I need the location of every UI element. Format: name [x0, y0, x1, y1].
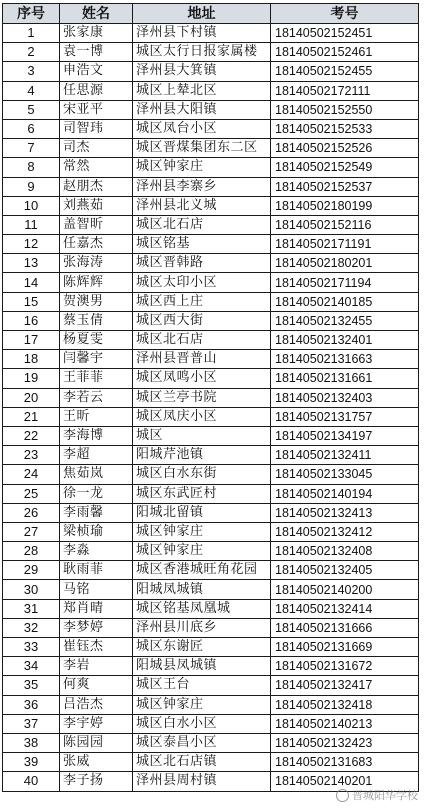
- cell-index: 10: [3, 196, 60, 215]
- cell-exam-number: 18140502134197: [271, 426, 419, 445]
- table-row: [3, 676, 419, 695]
- cell-address: 城区铭基凤凰城: [133, 599, 271, 618]
- cell-index: 11: [3, 215, 60, 234]
- cell-address: 城区太印小区: [133, 273, 271, 292]
- cell-exam-number: 18140502140213: [271, 714, 419, 733]
- cell-name: 李超: [60, 446, 133, 465]
- cell-index: 29: [3, 561, 60, 580]
- cell-name: 贺澳男: [60, 292, 133, 311]
- cell-index: 3: [3, 62, 60, 81]
- cell-address: 阳城北留镇: [133, 503, 271, 522]
- cell-exam-number: 18140502131757: [271, 407, 419, 426]
- cell-index: 23: [3, 446, 60, 465]
- cell-address: 城区东谢匠: [133, 638, 271, 657]
- cell-index: 13: [3, 254, 60, 273]
- cell-exam-number: 18140502152116: [271, 215, 419, 234]
- cell-address: 城区钟家庄: [133, 522, 271, 541]
- cell-exam-number: 18140502132411: [271, 446, 419, 465]
- table-row: [3, 407, 419, 426]
- cell-address: 泽州县晋普山: [133, 350, 271, 369]
- cell-index: 40: [3, 772, 60, 791]
- cell-address: 城区北石店: [133, 215, 271, 234]
- cell-name: 司智玮: [60, 119, 133, 138]
- cell-exam-number: 18140502133045: [271, 465, 419, 484]
- cell-address: 城区西大街: [133, 311, 271, 330]
- cell-name: 陈辉辉: [60, 273, 133, 292]
- cell-index: 6: [3, 119, 60, 138]
- cell-index: 34: [3, 657, 60, 676]
- cell-index: 37: [3, 714, 60, 733]
- cell-index: 21: [3, 407, 60, 426]
- cell-exam-number: 18140502132401: [271, 331, 419, 350]
- cell-exam-number: 18140502172111: [271, 81, 419, 100]
- cell-address: 城区西上庄: [133, 292, 271, 311]
- cell-index: 16: [3, 311, 60, 330]
- cell-address: 城区铭基: [133, 235, 271, 254]
- cell-address: 城区钟家庄: [133, 158, 271, 177]
- cell-address: 城区凤鸣小区: [133, 369, 271, 388]
- cell-name: 耿雨菲: [60, 561, 133, 580]
- cell-name: 常然: [60, 158, 133, 177]
- table-row: [3, 638, 419, 657]
- table-row: [3, 196, 419, 215]
- cell-name: 陈园园: [60, 733, 133, 752]
- cell-exam-number: 18140502140200: [271, 580, 419, 599]
- table-row: [3, 100, 419, 119]
- cell-name: 李海博: [60, 426, 133, 445]
- cell-exam-number: 18140502180199: [271, 196, 419, 215]
- cell-name: 焦茹岚: [60, 465, 133, 484]
- cell-exam-number: 18140502132405: [271, 561, 419, 580]
- cell-address: 阳城县凤城镇: [133, 657, 271, 676]
- table-row: [3, 235, 419, 254]
- cell-index: 30: [3, 580, 60, 599]
- cell-name: 张家康: [60, 24, 133, 43]
- cell-name: 司杰: [60, 139, 133, 158]
- table-row: [3, 350, 419, 369]
- table-row: [3, 81, 419, 100]
- cell-name: 李梦婷: [60, 618, 133, 637]
- student-roster-sheet: [2, 3, 418, 792]
- cell-address: 城区钟家庄: [133, 695, 271, 714]
- cell-name: 张威: [60, 753, 133, 772]
- cell-exam-number: 18140502152549: [271, 158, 419, 177]
- table-row: [3, 522, 419, 541]
- cell-index: 9: [3, 177, 60, 196]
- cell-address: 城区晋煤集团东二区: [133, 139, 271, 158]
- cell-exam-number: 18140502152451: [271, 24, 419, 43]
- cell-exam-number: 18140502131672: [271, 657, 419, 676]
- cell-address: 城区上辇北区: [133, 81, 271, 100]
- cell-index: 22: [3, 426, 60, 445]
- cell-name: 王昕: [60, 407, 133, 426]
- table-row: [3, 618, 419, 637]
- table-row: [3, 331, 419, 350]
- cell-exam-number: 18140502171194: [271, 273, 419, 292]
- cell-index: 32: [3, 618, 60, 637]
- cell-index: 19: [3, 369, 60, 388]
- table-row: [3, 177, 419, 196]
- cell-index: 39: [3, 753, 60, 772]
- table-row: [3, 158, 419, 177]
- cell-exam-number: 18140502131669: [271, 638, 419, 657]
- cell-address: 城区北石店: [133, 331, 271, 350]
- cell-address: 泽州县大阳镇: [133, 100, 271, 119]
- cell-exam-number: 18140502131663: [271, 350, 419, 369]
- table-row: [3, 503, 419, 522]
- table-row: [3, 580, 419, 599]
- cell-address: 城区香港城旺角花园: [133, 561, 271, 580]
- cell-address: 泽州县下村镇: [133, 24, 271, 43]
- cell-address: 城区钟家庄: [133, 542, 271, 561]
- cell-address: 阳城芹池镇: [133, 446, 271, 465]
- cell-address: 城区: [133, 426, 271, 445]
- cell-index: 36: [3, 695, 60, 714]
- table-row: [3, 561, 419, 580]
- cell-name: 张海涛: [60, 254, 133, 273]
- cell-name: 袁一博: [60, 43, 133, 62]
- table-row: [3, 43, 419, 62]
- cell-index: 17: [3, 331, 60, 350]
- cell-index: 26: [3, 503, 60, 522]
- header-index: 序号: [3, 4, 60, 24]
- cell-index: 2: [3, 43, 60, 62]
- table-row: [3, 215, 419, 234]
- table-row: [3, 599, 419, 618]
- wechat-account-logo-icon: [336, 789, 349, 802]
- cell-index: 15: [3, 292, 60, 311]
- cell-address: 城区泰昌小区: [133, 733, 271, 752]
- watermark: [336, 787, 418, 803]
- cell-exam-number: 18140502140185: [271, 292, 419, 311]
- cell-address: 城区北石店镇: [133, 753, 271, 772]
- table-header-row: [3, 4, 419, 24]
- cell-exam-number: 18140502131666: [271, 618, 419, 637]
- cell-exam-number: 18140502131661: [271, 369, 419, 388]
- table-row: [3, 119, 419, 138]
- header-address: 地址: [133, 4, 271, 24]
- cell-name: 徐一龙: [60, 484, 133, 503]
- table-row: [3, 484, 419, 503]
- cell-name: 李岩: [60, 657, 133, 676]
- cell-address: 城区白水小区: [133, 714, 271, 733]
- table-row: [3, 311, 419, 330]
- cell-name: 李子扬: [60, 772, 133, 791]
- cell-index: 35: [3, 676, 60, 695]
- cell-exam-number: 18140502132417: [271, 676, 419, 695]
- cell-index: 38: [3, 733, 60, 752]
- table-row: [3, 695, 419, 714]
- cell-address: 城区兰亭书院: [133, 388, 271, 407]
- cell-name: 李淼: [60, 542, 133, 561]
- cell-name: 李若云: [60, 388, 133, 407]
- cell-address: 城区太行日报家属楼: [133, 43, 271, 62]
- table-row: [3, 753, 419, 772]
- cell-name: 蔡玉倩: [60, 311, 133, 330]
- cell-index: 1: [3, 24, 60, 43]
- cell-exam-number: 18140502132414: [271, 599, 419, 618]
- cell-address: 泽州县大箕镇: [133, 62, 271, 81]
- cell-name: 盖智昕: [60, 215, 133, 234]
- cell-exam-number: 18140502132412: [271, 522, 419, 541]
- cell-index: 25: [3, 484, 60, 503]
- cell-exam-number: 18140502132455: [271, 311, 419, 330]
- cell-exam-number: 18140502152537: [271, 177, 419, 196]
- cell-name: 杨夏雯: [60, 331, 133, 350]
- cell-address: 泽州县李寨乡: [133, 177, 271, 196]
- cell-index: 4: [3, 81, 60, 100]
- cell-exam-number: 18140502140201: [271, 772, 419, 791]
- cell-name: 何爽: [60, 676, 133, 695]
- cell-exam-number: 18140502132413: [271, 503, 419, 522]
- cell-exam-number: 18140502132403: [271, 388, 419, 407]
- cell-address: 城区白水东街: [133, 465, 271, 484]
- cell-exam-number: 18140502140194: [271, 484, 419, 503]
- table-row: [3, 24, 419, 43]
- cell-name: 梁桢瑜: [60, 522, 133, 541]
- cell-exam-number: 18140502132408: [271, 542, 419, 561]
- table-body: [3, 24, 419, 792]
- student-table: [2, 3, 419, 792]
- cell-exam-number: 18140502131683: [271, 753, 419, 772]
- cell-index: 33: [3, 638, 60, 657]
- watermark-text: 晋城阳华学校: [352, 789, 418, 802]
- header-exam-number: 考号: [271, 4, 419, 24]
- cell-exam-number: 18140502171191: [271, 235, 419, 254]
- cell-exam-number: 18140502132418: [271, 695, 419, 714]
- cell-address: 城区东武匠村: [133, 484, 271, 503]
- table-row: [3, 542, 419, 561]
- table-row: [3, 426, 419, 445]
- cell-name: 刘燕茹: [60, 196, 133, 215]
- cell-address: 泽州县川底乡: [133, 618, 271, 637]
- cell-address: 阳城凤城镇: [133, 580, 271, 599]
- cell-name: 申浩文: [60, 62, 133, 81]
- cell-exam-number: 18140502180201: [271, 254, 419, 273]
- table-row: [3, 388, 419, 407]
- cell-index: 14: [3, 273, 60, 292]
- cell-index: 5: [3, 100, 60, 119]
- cell-name: 郑肖晴: [60, 599, 133, 618]
- table-row: [3, 714, 419, 733]
- table-row: [3, 273, 419, 292]
- cell-address: 城区凤台小区: [133, 119, 271, 138]
- cell-name: 李宇婷: [60, 714, 133, 733]
- cell-name: 宋亚平: [60, 100, 133, 119]
- cell-index: 8: [3, 158, 60, 177]
- cell-name: 王菲菲: [60, 369, 133, 388]
- table-row: [3, 657, 419, 676]
- cell-address: 城区晋韩路: [133, 254, 271, 273]
- table-row: [3, 292, 419, 311]
- cell-name: 李雨馨: [60, 503, 133, 522]
- table-row: [3, 369, 419, 388]
- cell-index: 31: [3, 599, 60, 618]
- cell-exam-number: 18140502152461: [271, 43, 419, 62]
- cell-name: 崔钰杰: [60, 638, 133, 657]
- table-row: [3, 139, 419, 158]
- cell-name: 闫馨宇: [60, 350, 133, 369]
- cell-exam-number: 18140502152533: [271, 119, 419, 138]
- cell-address: 城区凤庆小区: [133, 407, 271, 426]
- cell-index: 7: [3, 139, 60, 158]
- cell-name: 任嘉杰: [60, 235, 133, 254]
- table-row: [3, 465, 419, 484]
- table-row: [3, 733, 419, 752]
- cell-address: 泽州县周村镇: [133, 772, 271, 791]
- cell-name: 任思源: [60, 81, 133, 100]
- cell-index: 24: [3, 465, 60, 484]
- cell-index: 20: [3, 388, 60, 407]
- cell-name: 吕浩杰: [60, 695, 133, 714]
- cell-index: 28: [3, 542, 60, 561]
- cell-address: 泽州县北义城: [133, 196, 271, 215]
- cell-exam-number: 18140502132423: [271, 733, 419, 752]
- cell-exam-number: 18140502152455: [271, 62, 419, 81]
- header-name: 姓名: [60, 4, 133, 24]
- cell-index: 18: [3, 350, 60, 369]
- table-row: [3, 254, 419, 273]
- cell-address: 城区王台: [133, 676, 271, 695]
- cell-index: 12: [3, 235, 60, 254]
- cell-exam-number: 18140502152526: [271, 139, 419, 158]
- table-row: [3, 62, 419, 81]
- cell-exam-number: 18140502152550: [271, 100, 419, 119]
- table-row: [3, 446, 419, 465]
- cell-name: 赵朋杰: [60, 177, 133, 196]
- cell-name: 马铭: [60, 580, 133, 599]
- cell-index: 27: [3, 522, 60, 541]
